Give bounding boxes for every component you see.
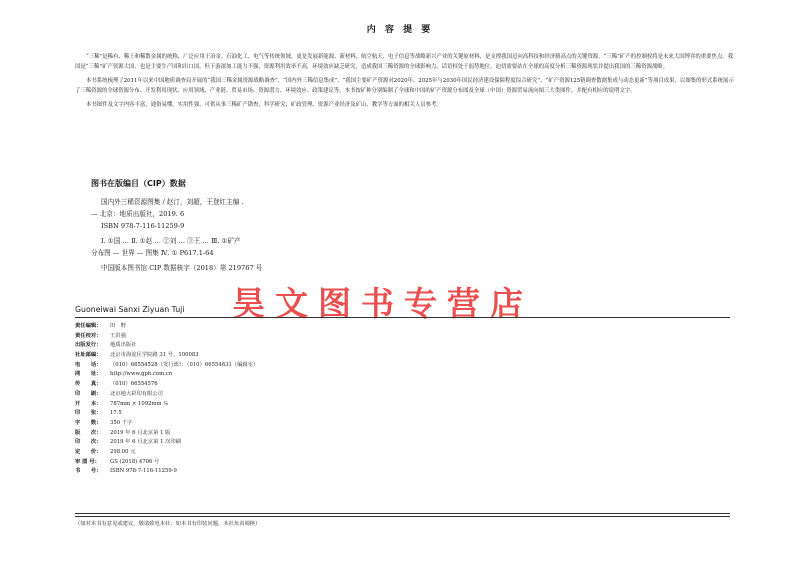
detail-row (75, 419, 575, 429)
detail-label: 版 次： (75, 429, 102, 436)
detail-value: 北京市海淀区学院路 31 号，100083 (110, 352, 199, 359)
detail-row (75, 370, 575, 380)
page-title: 内 容 提 要 (366, 25, 434, 35)
detail-row (75, 380, 575, 390)
detail-value: 北京地大彩印有限公司 (110, 390, 163, 397)
detail-row (75, 332, 575, 342)
detail-label: 定 价： (75, 448, 102, 455)
detail-label: 印 次： (75, 439, 102, 446)
detail-value: 田 野 (110, 323, 126, 329)
abstract-paragraph: 本书图件及文字内容丰富，通俗易懂，实用性强，可供从事三稀矿产勘查、科学研究、矿政管理、资源产业经济及矿山、教学等方面的相关人员参考。 (86, 102, 442, 108)
cip-heading: 图书在版编目（CIP）数据 (91, 179, 186, 188)
abstract-paragraph: 本书系统梳理了2011年以来中国地质调查局开展的“我国三稀金属资源战略调查”、“国内外三稀信息集成”、“我国主要矿产资源对2020年、2025年与2030年国民经济建设保障程度综合研究”、“矿产资源125链调查数据集成与动态更新”等项目成果，以图集的形式系统展示了三稀资源的全球资源分布、开发利用现状、应用领域、产业链、贸易市场、资源潜力、环境效应、政策建议等。本书按矿种分别编制了全球和中国的矿产资源分布图及全球（中国）资源贸易流向图三大类图件，并配有相应的说明文字。 (75, 78, 734, 94)
detail-value: 2019 年 6 月北京第 1 次印刷 (110, 439, 182, 446)
detail-row (75, 458, 575, 468)
detail-row (75, 351, 575, 361)
abstract (75, 52, 735, 110)
footer-note: （如对本书有意见或建议，敬请致电本社；如本书有印装问题，本社负责调换） (75, 521, 261, 527)
detail-row (75, 409, 575, 419)
detail-row (75, 341, 575, 351)
cip-line: 国内外三稀资源图集 / 赵汀，刘超，王登红主编 . (101, 198, 244, 206)
store-watermark: 昊文图书专营店 (232, 284, 533, 323)
detail-value: ISBN 978-7-116-11259-9 (110, 468, 177, 475)
detail-value: 王洪强 (110, 332, 126, 339)
detail-label: 印 刷： (75, 390, 102, 397)
detail-value: 地质出版社 (110, 342, 137, 349)
detail-label: 责任编辑： (75, 323, 102, 329)
detail-value: （010）66554576 (110, 381, 158, 388)
detail-row (75, 467, 575, 477)
detail-row (75, 448, 575, 458)
cip-line: — 北京：地质出版社，2019. 6 (91, 210, 185, 218)
detail-label: 字 数： (75, 419, 102, 426)
detail-value: 350 千字 (110, 419, 133, 426)
detail-label: 责任校对： (75, 332, 102, 339)
detail-label: 开 本： (75, 400, 102, 407)
divider (75, 317, 730, 318)
detail-label: 网 址： (75, 371, 102, 378)
detail-value: 17.5 (110, 410, 122, 417)
cip-line: 分布图 — 世界 — 图集 Ⅳ. ① P617.1-64 (91, 249, 214, 257)
cip-line: ISBN 978-7-116-11259-9 (101, 222, 185, 230)
detail-value: 298.00 元 (110, 448, 136, 455)
divider (75, 516, 730, 517)
detail-label: 传 真： (75, 381, 102, 388)
detail-row (75, 438, 575, 448)
detail-row (75, 390, 575, 400)
detail-label: 审 图 号： (75, 458, 100, 465)
detail-label: 书 号： (75, 468, 102, 475)
detail-value: 787mm × 1092mm ¹⁄₈ (110, 400, 169, 407)
detail-label: 出版发行： (75, 342, 102, 349)
pinyin-title: Guoneiwai Sanxi Ziyuan Tuji (75, 305, 185, 314)
detail-row (75, 361, 575, 371)
detail-value: 2019 年 6 月北京第 1 版 (110, 429, 171, 436)
detail-value: http://www.gph.com.cn (110, 371, 173, 378)
detail-value: GS (2018) 4706 号 (110, 458, 160, 465)
cip-line: 中国版本图书馆 CIP 数据核字（2018）第 219767 号 (101, 264, 263, 272)
cip-data (91, 196, 421, 274)
divider (75, 513, 730, 514)
detail-value: （010）66554528（发行部）；（010）66554631（编辑室） (110, 361, 259, 368)
abstract-paragraph: “三稀”是稀有、稀土和稀散金属的统称，广泛应用于冶金、石油化工、电气等传统领域，更是发展新能源、新材料、航空航天、电子信息等战略新兴产业的关键原材料，是支撑我国迈向高科技和经济制高点的关键资源。“三稀”矿产的控制权将是未来大国博弈的重要焦点。我国是“三稀”矿产资源大国，也是主要生产国和出口国，但下游深加工能力不强，资源利用效率不高，环境效应缺乏研究，造成我国三稀资源的全球影响力、话语权处于弱势地位，迫切需要站在全球的高度分析三稀资源现状并提出我国的三稀资源战略。 (75, 54, 734, 70)
detail-row (75, 429, 575, 439)
cip-line: Ⅰ. ①国 … Ⅱ. ①赵 … ②刘 … ③王 … Ⅲ. ①矿产 (101, 237, 241, 245)
detail-label: 印 张： (75, 410, 102, 417)
publication-details (75, 322, 575, 477)
detail-row (75, 400, 575, 410)
detail-label: 社址邮编： (75, 352, 102, 359)
detail-label: 电 话： (75, 361, 102, 368)
detail-row (75, 322, 575, 332)
